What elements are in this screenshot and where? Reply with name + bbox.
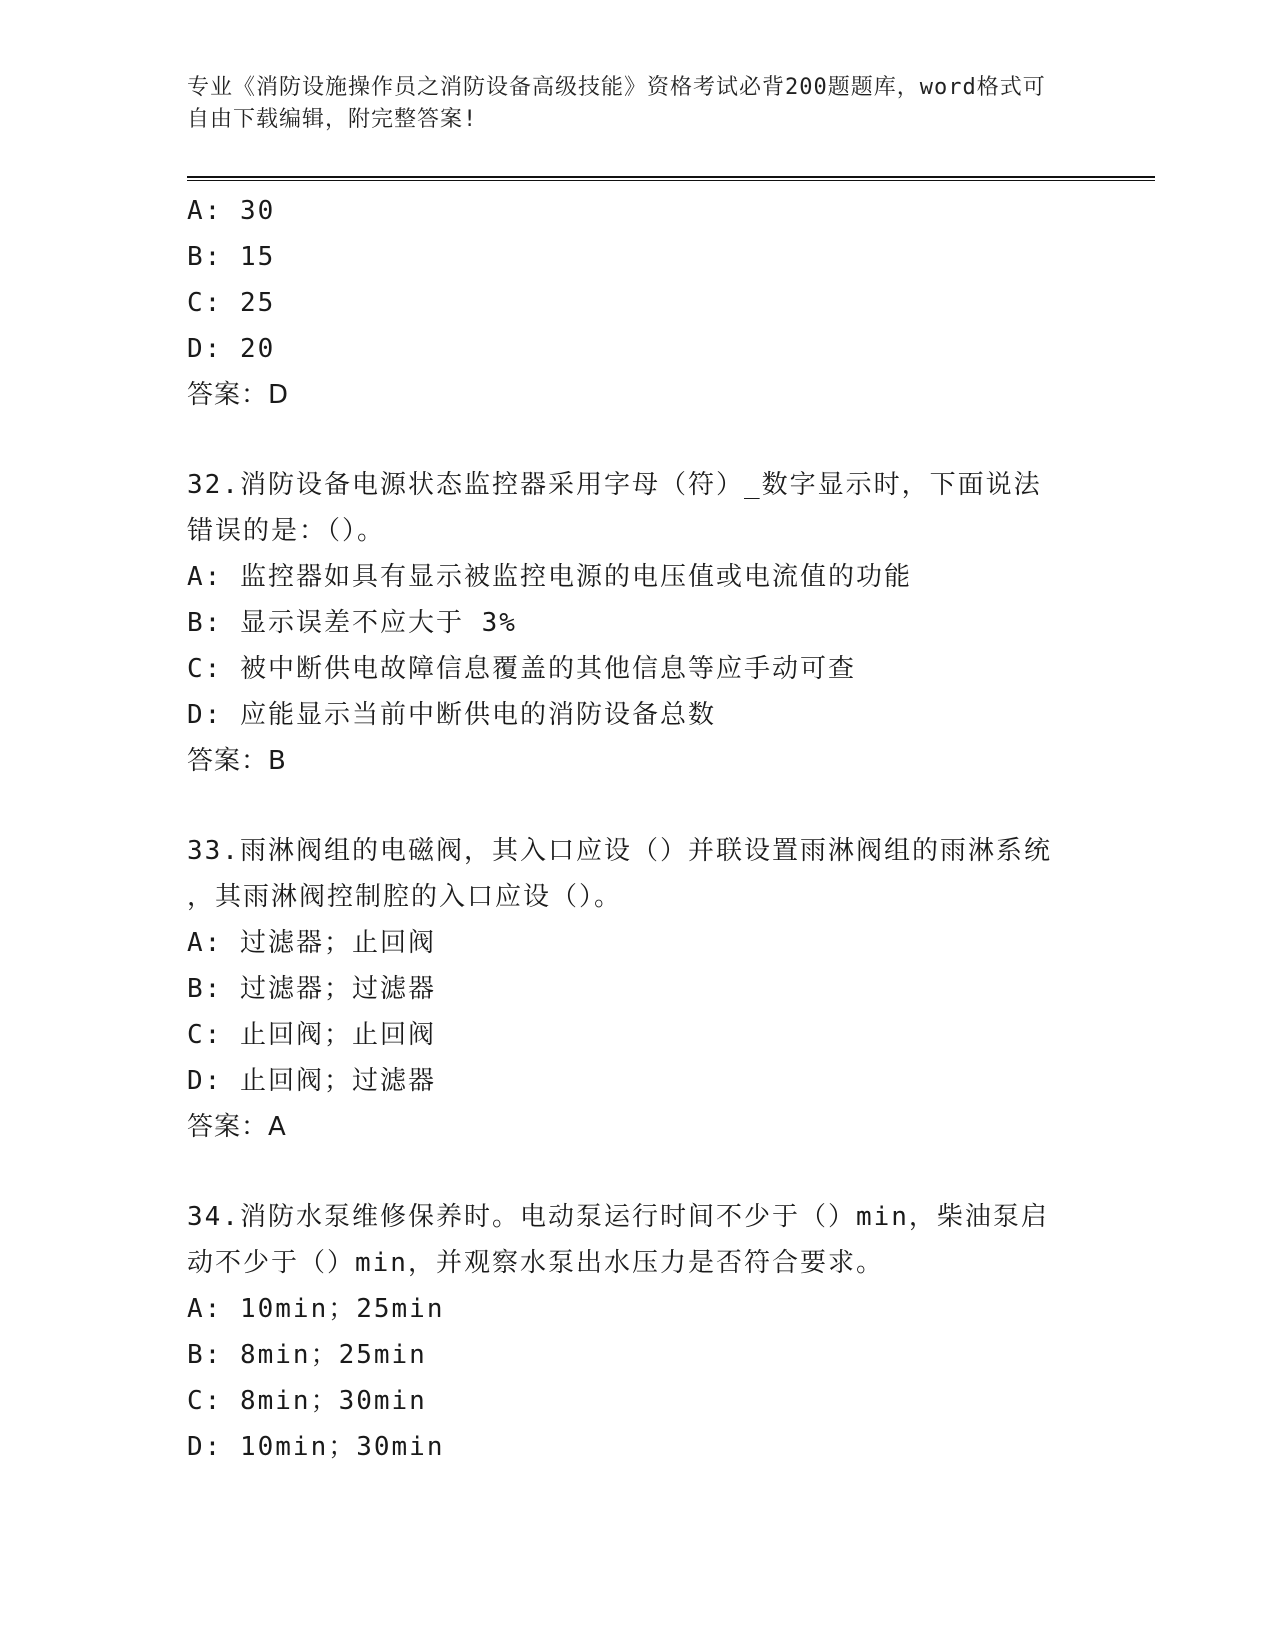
option-d: D: 20 <box>187 334 276 364</box>
spacer <box>187 1150 1087 1194</box>
question-33 <box>187 828 1087 1150</box>
spacer <box>187 418 1087 462</box>
option-d: D: 止回阀；过滤器 <box>187 1066 436 1096</box>
option-d: D: 10min；30min <box>187 1432 445 1462</box>
question-text-line: ，其雨淋阀控制腔的入口应设（）。 <box>187 882 623 912</box>
option-a: A: 监控器如具有显示被监控电源的电压值或电流值的功能 <box>187 562 912 592</box>
question-31-continuation <box>187 188 1087 418</box>
option-b: B: 过滤器；过滤器 <box>187 974 436 1004</box>
option-c: C: 8min；30min <box>187 1386 427 1416</box>
spacer <box>187 784 1087 828</box>
option-c: C: 被中断供电故障信息覆盖的其他信息等应手动可查 <box>187 654 856 684</box>
question-text-line: 错误的是：（）。 <box>187 516 386 546</box>
option-a: A: 10min；25min <box>187 1294 445 1324</box>
question-text-line: 动不少于（）min，并观察水泵出水压力是否符合要求。 <box>187 1248 884 1278</box>
answer-line: 答案：B <box>187 746 287 776</box>
option-b: B: 15 <box>187 242 276 272</box>
question-text-line: 32.消防设备电源状态监控器采用字母（符）_数字显示时，下面说法 <box>187 470 1042 500</box>
option-c: C: 止回阀；止回阀 <box>187 1020 436 1050</box>
answer-line: 答案：D <box>187 380 290 410</box>
option-b: B: 显示误差不应大于 3% <box>187 608 517 638</box>
document-body <box>187 188 1087 1470</box>
answer-line: 答案：A <box>187 1112 287 1142</box>
option-b: B: 8min；25min <box>187 1340 427 1370</box>
question-text-line: 33.雨淋阀组的电磁阀，其入口应设（）并联设置雨淋阀组的雨淋系统 <box>187 836 1052 866</box>
question-text-line: 34.消防水泵维修保养时。电动泵运行时间不少于（）min，柴油泵启 <box>187 1202 1049 1232</box>
question-32 <box>187 462 1087 784</box>
option-a: A: 30 <box>187 196 276 226</box>
document-header: 专业《消防设施操作员之消防设备高级技能》资格考试必背200题题库，word格式可自由下载编辑，附完整答案! <box>187 75 1046 132</box>
question-34 <box>187 1194 1087 1470</box>
option-a: A: 过滤器；止回阀 <box>187 928 436 958</box>
header-divider <box>187 176 1155 181</box>
option-c: C: 25 <box>187 288 276 318</box>
option-d: D: 应能显示当前中断供电的消防设备总数 <box>187 700 716 730</box>
